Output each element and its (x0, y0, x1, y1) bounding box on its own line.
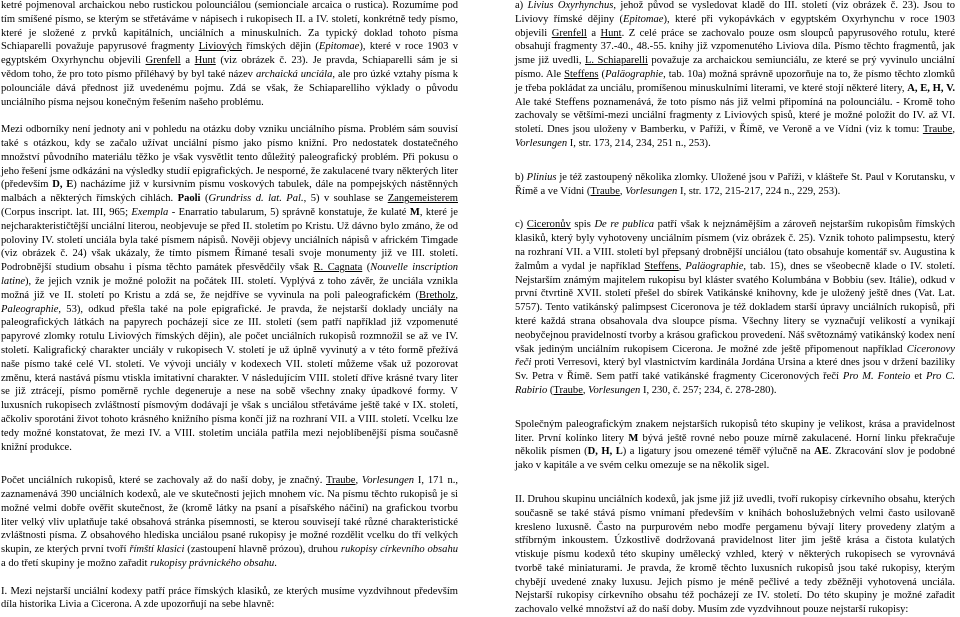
italic-term: Livius Oxyrhynchus (527, 0, 614, 11)
italic-term: Exempla (131, 206, 169, 218)
paragraph-gap (1, 571, 458, 585)
paragraph (515, 218, 955, 397)
text-run: (zastoupení hlavně prózou), druhou (184, 544, 341, 556)
text-run: , (678, 260, 686, 272)
text-run: , (455, 289, 458, 301)
text-run: Mezi odborníky není jednoty ani v pohledu na otázku doby vzniku unciálního písma. Problém sám souvisí také s otázkou, kdy se začalo užívat unciální písmo jako písmo knižní. Pro nedostatek dostatečného množství původního materiálu těžko je však vysvětlit tento důležitý paleografický problém. Při pokusu o jeho řešení jsme odkázáni na výsledky studií epigrafických. Je nesporné, že zakulacené tvary některých liter (především (1, 124, 458, 191)
bold-term: D, E (52, 179, 74, 191)
paragraph-gap (515, 473, 955, 493)
text-run: ) nacházíme již v kursivním písmu voskových tabulek, dále na pompejských nástěnných malbách a některých římských cihlách. (1, 179, 458, 205)
paragraph (1, 0, 458, 109)
author-reference: Bretholz (419, 289, 456, 301)
italic-term: Grundriss d. lat. Pal. (208, 193, 304, 205)
italic-term: Paläographie (685, 260, 744, 272)
text-run: spis (570, 219, 595, 231)
text-run: I, str. 172, 215-217, 224 n., 229, 253). (677, 185, 841, 197)
text-run: , tab. 15), dnes se všeobecně klade o IV. století. Nejstarším známým majitelem rukopisu byl kláster svatého Kolumbána v Bobbiu (sev. Itálie), odkud v první čtvrtině XVII. století přešel do sbírek Vatikánské knihovny, kde je uložený ještě dnes (Vat. Lat. 5757). Tento vatikánský palimpsest Ciceronova je též dokladem starší úpravy unciálních rukopisů, při které každá strana obsahovala dva sloupce písma. Všechny litery se vyznačují velikostí a vynikají neobyčejnou pravidelností tvorby a krásou grafickou provedení. Náš světoznámý vatikánský kodex není však jediným unciálním rukopisem Cicerona. Je možné zde ještě připomenout například (515, 260, 956, 355)
paragraph (515, 171, 955, 199)
bold-term: D, H, L (587, 446, 623, 458)
author-reference: Steffens (564, 68, 599, 80)
italic-term: Pro C. Rabirio (515, 371, 955, 396)
text-run: ( (547, 384, 554, 396)
bold-term: M (409, 206, 420, 218)
italic-term: Nouvelle inscription latine (1, 262, 458, 287)
author-reference: Traube (325, 475, 356, 487)
italic-term: Pro M. Fonteio (842, 371, 911, 383)
text-run: považuje za archaickou semiunciálu, ze které se prý vyvinulo unciální písmo. Ale (515, 55, 955, 80)
text-run: Ale také Steffens poznamenává, že toto písmo nás již velmi připomíná na polounciálu. - Kromě toho zachovaly se většími-mezi unciální fragmenty z Liviových spisů, které je možné položit do IV. až VI. století. Dnes jsou uloženy v Bamberku, v Paříži, v Římě, ve Veroně a ve Vídni (viz k tomu: (515, 96, 955, 136)
text-run: I, 171 n., zaznamenává 390 unciálních kodexů, ale ve skutečnosti jejich mnohem víc. Na písmu těchto rukopisů je si možné velmi dobře ověřit skutečnost, že (kromě látky na psaní a písařského náčiní) na grafickou tvorbu liter velký vliv uplatňuje také obsahová stránka písemnosti, se kterou souvisejí také různé charakteristické zvláštnosti písma. Z obsahového hlediska unciálou psané rukopisy je možné rozdělit vcelku do tří velkých skupin, ze kterých první tvoří (1, 475, 458, 556)
paragraph (1, 123, 458, 454)
italic-term: Vorlesungen (361, 475, 415, 487)
author-reference: Ciceronův (526, 219, 571, 231)
paragraph (515, 418, 955, 473)
text-run: ketré pojmenoval archaickou nebo rustickou polounciálou (semionciale arcaica o rustica). Rozumíme pod tím smíšené písmo, se kterým se střetáváme v nápisech i rukopisech II. a IV. století, konkrétně tedy písmo, které je složené z prvků kapitálních, unciálních a minuskulních. Za typický doklad tohoto písma Schiaparelli považuje papyrusové fragmenty (1, 0, 458, 53)
text-run: a) (515, 0, 528, 11)
text-run: . Z celé práce se zachovalo pouze osm sloupců papyrusového rotulu, které obsahují fragmenty 37.-40., 48.-55. knihy již vzpomenutého Liviova díla. Písmo těchto fragmentů, jak jsme již uvedli, (515, 27, 956, 67)
italic-term: římští klasici (129, 544, 185, 556)
paragraph-gap (515, 198, 955, 218)
text-run: patří však k nejznámějším a zároveň nejstarším rukopisům římských klasiků, který byly vyhotoveny unciálním písmem (viz obrázek č. 25). Vznik tohoto palimpsestu, který na rozhraní VII. a VIII. století byl přepsaný drobnější unciálou (tato obsahuje komentář sv. Augustina k žalmům a vydal je například (515, 219, 955, 272)
paragraph (515, 0, 955, 151)
right-text-column (515, 0, 955, 617)
author-reference: Hunt (194, 55, 216, 67)
bold-term: AE (814, 446, 829, 458)
author-reference: Grenfell (551, 27, 587, 39)
text-run: ( (200, 193, 209, 205)
italic-term: De re publica (594, 219, 655, 231)
text-run: (viz obrázek č. 23). Je pravda, Schiaparelli sám je si vědom toho, že pro toto písmo příléhavý by byl také název (1, 55, 458, 80)
author-reference: R. Cagnata (313, 262, 363, 274)
author-reference: Zangemeisterem (387, 193, 458, 205)
text-run: - Enarratio tabularum, 5) správně konstatuje, že kulaté (168, 206, 410, 218)
text-run: je též zastoupený několika zlomky. Uložené jsou v Paříži, v klášteře St. Paul v Korutansku, v Římě a ve Vídni ( (515, 171, 955, 197)
text-run: a do třetí skupiny je možno zařadit (1, 558, 151, 570)
author-reference: Traube (922, 124, 953, 136)
italic-term: Vorlesungen (588, 384, 641, 396)
text-run: bývá ještě rovné nebo pouze mírně zakulacené. Horní linku překračuje několik písmen ( (515, 432, 955, 458)
italic-term: Vorlesungen (625, 185, 678, 197)
italic-term: Plinius (526, 171, 557, 183)
left-text-column (1, 0, 458, 612)
bold-term: A, E, H, V. (907, 82, 955, 94)
bold-term: M (628, 432, 639, 444)
italic-term: Paläographie (605, 68, 664, 80)
text-run: a (586, 27, 601, 39)
author-reference: Hunt (600, 27, 622, 39)
text-run: I, str. 173, 214, 234, 251 n., 253). (567, 137, 711, 149)
bold-term: Paoli (177, 193, 201, 205)
text-run: , jehož původ se vysledovat kladě do III. století (viz obrázek č. 23). Jsou to Liviovy římské dějiny ( (515, 0, 955, 25)
paragraph-gap (515, 398, 955, 418)
text-run: ( (362, 262, 371, 274)
text-run: proti Verresovi, který byl vlastnictvím kardinála Jordána Ursina a které dnes jsou v držení baziliky Sv. Petra v Římě. Sem patří také vatikánské fragmenty Ciceronových řečí (515, 357, 955, 383)
text-run: ), které při vykopávkách v egyptském Oxyrhynchu v roce 1903 objevili (515, 13, 955, 39)
paragraph (515, 493, 955, 617)
text-run: c) (515, 219, 527, 231)
author-reference: Traube (553, 384, 583, 396)
text-run: et (910, 371, 926, 383)
text-run: b) (515, 171, 527, 183)
text-run: římských dějin ( (242, 41, 319, 53)
text-run: ), že jejich vznik je možné položit na počátek III. století. Vyplývá z toho závěr, že unciála vznikla možná již ve II. století po Kristu a zdá se, že nejdříve se vyvinula na poli paleografickém ( (1, 275, 458, 301)
author-reference: Traube (590, 185, 620, 197)
text-run: , 53), odkud přešla také na pole epigrafické. Je pravda, že nejstarší doklady unciály na paleografických látkách na papyrech pocházejí sice ze III. století (sem patří například již vzpomenuté papyrové zlomky rotulu Liviových římských dějin), ale počet unciálních rukopisů rozmnožil se až ve IV. století. Kaligrafický charakter unciály v rukopisech V. století je už úplně vyvinutý a v této formě přežívá naše písmo také celé VI. století. Ve vývoji unciály v kodexech VII. století můžeme však už pozorovat změnu, která nastává písmu vtiskla imitativní charakter. V následujícím VIII. století dříve krásné tvary liter se již ztrácejí, písmo poměrně rychle degeneruje a nese na sobě všechny znaky úpadkové formy. V luxusních rukopisech zvláštností písmovým dodávají je však s unciálou střetáváme ještě také v IX. století, ačkoliv sporotáni život tohoto krásného knižního písma končí již na rozhraní VII. a VIII. století. Vcelku lze tedy možné konstatovat, že mezi IV. a VIII. stoletím unciála patřila mezi nejoblíbenější písma současně knižní produkce. (1, 303, 458, 453)
text-run: II. Druhou skupinu unciálních kodexů, jak jsme již již uvedli, tvoří rukopisy církevního obsahu, kterých současně se také stává písmo vnímaní především v knihách bohoslužebných velmi často usilovaně kresleno luxusně. Často na purpurovém nebo modře pergamenu bývají litery provedeny zlatým a stříbrným inkoustem. Úzkostlivě dodržovaná pravidelnost liter jim ještě krása a čistota kulatých vtiskuje písmu kodexů této skupiny umělecký vzhled, který v některých rukopisech se vyrovnává tvorbě také miniaturami. Je pravda, že kromě těchto luxusních rukopisů jsou také rukopisy, kterým chybějí uvedené znaky luxusu. Jejich písmo je méně pečlivé a tedy zběžněji vyhotovená unciála. Nejstarší rukopisy církevního obsahu též pocházejí ze IV. století. Do této skupiny je možné zařadit zachovalo velké množství až do naší doby. Musím zde vyzdvihnout pouze nejstarší rukopisy: (515, 493, 955, 616)
paragraph (1, 474, 458, 571)
author-reference: Grenfell (145, 55, 181, 67)
paragraph-gap (515, 151, 955, 171)
text-run: I, 230, č. 257; 234, č. 278-280). (640, 384, 777, 396)
text-run: , tab. 10a) možná správně upozorňuje na to, že písmo těchto zlomků je třeba pokládat za unciálu, promíšenou minuskulními literami, ve které stojí některé litery, (515, 68, 956, 94)
paragraph-gap (1, 109, 458, 123)
author-reference: Steffens (644, 260, 679, 272)
text-run: , které je nejcharakterističtější unciální literou, neobjevuje se před II. stoletím po Kristu. Už dávno bylo zmáno, že od poloviny IV. století unciála byla také písmem nápisů. Nověji objevy unciálních nápisů v africkém Timgade (viz obrázek č. 24) však ukázaly, že tímto písmem Římané tesali svoje monumenty již ve III. století. Podrobnější studium obsahu i písma těchto památek přesvědčily však (1, 206, 458, 274)
text-run: , (355, 475, 362, 487)
italic-term: archaická unciála (255, 68, 333, 80)
italic-term: rukopisy církevního obsahu (340, 544, 458, 556)
text-run: a (180, 55, 195, 67)
paragraph-gap (1, 454, 458, 474)
text-run: ( (598, 68, 606, 80)
text-run: , (582, 384, 589, 396)
italic-term: Vorlesungen (515, 137, 568, 149)
text-run: ), které v roce 1903 v egyptském Oxyrhynchu objevili (1, 41, 459, 67)
author-reference: Liviových (198, 41, 243, 53)
italic-term: Paleographie (1, 303, 59, 315)
text-run: Společným paleografickým znakem nejstarších rukopisů této skupiny je velikost, krása a pravidelnost liter. První kolínko litery (515, 418, 955, 444)
text-run: , (952, 124, 955, 136)
author-reference: L. Schiaparelli (584, 55, 648, 67)
text-run: , 5) v souhlase se (303, 193, 388, 205)
text-run: , ale pro úzké vztahy písma k polounciále dává přednost již uvedenému pojmu. Zdá se však, že Schiaparelliho výklady o původu unciálního písma nejsou konečným řešením našeho problému. (1, 68, 458, 108)
text-run: ) a ligatury jsou omezené téměř výlučně na (622, 446, 815, 458)
text-run: . (274, 558, 277, 570)
text-run: Počet unciálních rukopisů, které se zachovaly až do naší doby, je značný. (1, 475, 326, 487)
text-run: (Corpus inscript. lat. III, 965; (1, 206, 132, 218)
italic-term: Ciceronovy řeči (515, 343, 955, 369)
italic-term: Epitomae (623, 13, 664, 25)
italic-term: Epitomae (318, 41, 360, 53)
text-run: , (619, 185, 626, 197)
italic-term: rukopisy právnického obsahu (150, 558, 275, 570)
text-run: . Zkracování slov je podobné jako v kapitále a ve svém celku omezuje se na několik sigel. (515, 446, 956, 472)
text-run: I. Mezi nejstarší unciální kodexy patří práce římských klasiků, ze kterých musíme vyzdvihnout především díla historika Livia a Cicerona. A zde upozorňují na sebe hlavně: (1, 585, 458, 611)
